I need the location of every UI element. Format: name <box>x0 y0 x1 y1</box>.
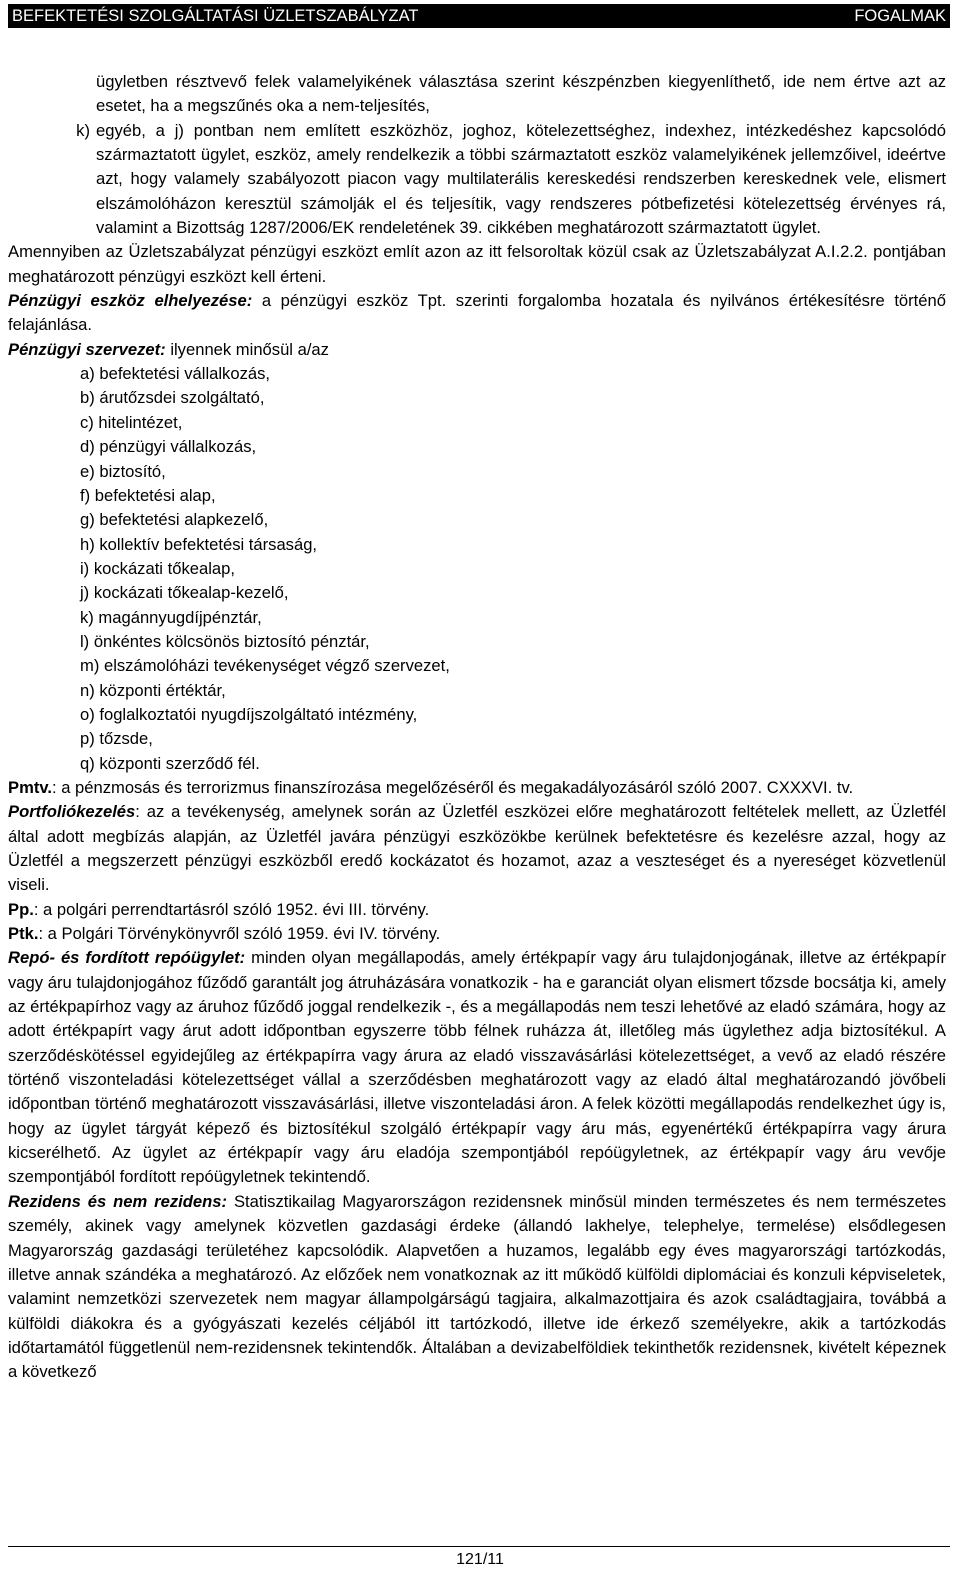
definition-text: ilyennek minősül a/az <box>165 339 329 359</box>
definition-pmtv <box>8 776 946 800</box>
definition-text: : a polgári perrendtartásról szóló 1952. évi III. törvény. <box>33 899 430 919</box>
term: Repó- és fordított repóügylet: <box>8 948 246 968</box>
document-title: BEFEKTETÉSI SZOLGÁLTATÁSI ÜZLETSZABÁLYZAT <box>12 7 419 25</box>
term: Pénzügyi szervezet: <box>8 339 166 359</box>
definition-rezidens <box>8 1190 946 1385</box>
term: Rezidens és nem rezidens: <box>8 1191 228 1211</box>
list-item: a) befektetési vállalkozás, <box>80 364 271 384</box>
continued-paragraph: ügyletben résztvevő felek valamelyikének választása szerint készpénzben kiegyenlíthető, ide nem értve azt az esetet, ha a megszűnés oka a nem-teljesítés, <box>96 72 946 116</box>
definition-text: : a Polgári Törvénykönyvről szóló 1959. évi IV. törvény. <box>38 924 441 944</box>
term: Portfoliókezelés <box>8 802 136 822</box>
list-item: l) önkéntes kölcsönös biztosító pénztár, <box>80 631 370 651</box>
list-item: e) biztosító, <box>80 461 166 481</box>
list-item: c) hitelintézet, <box>80 412 183 432</box>
term: Ptk. <box>8 924 39 944</box>
item-label: k) <box>76 120 90 140</box>
list-item: m) elszámolóházi tevékenységet végző szervezet, <box>80 656 450 676</box>
footer-divider <box>8 1546 950 1547</box>
list-item: g) befektetési alapkezelő, <box>80 510 269 530</box>
definition-text: : a pénzmosás és terrorizmus finanszírozása megelőzéséről és megakadályozásáról szóló 2007. CXXXVI. tv. <box>51 777 854 797</box>
term: Pénzügyi eszköz elhelyezése: <box>8 291 253 311</box>
item-text: egyéb, a j) pontban nem említett eszközhöz, joghoz, kötelezettséghez, indexhez, intézkedéshez kapcsolódó származtatott ügylet, eszköz, amely rendelkezik a többi származtatott eszköz valamelyikének jellemzőivel, ideértve azt, hogy valamely szabályozott piacon vagy multilaterális kereskedési rendszerben kereskednek vele, elismert elszámolóházon keresztül számolják el és teljesítik, vagy rendszeres pótbefizetési kötelezettség érvényes rá, valamint a Bizottság 1287/2006/EK rendeletének 39. cikkében meghatározott származtatott ügylet. <box>96 120 946 238</box>
definition-text: Statisztikailag Magyarországon rezidensnek minősül minden természetes és nem természetes személy, akinek vagy amelynek közvetlen gazdasági érdeke (állandó lakhelye, telephelye, termelése) elsődlegesen Magyarország gazdasági területéhez kapcsolódik. Alapvetően a huzamos, legalább egy éves magyarországi tartózkodás, illetve annak szándéka a meghatározó. Az előzőek nem vonatkoznak az itt működő külföldi diplomáciai és konzuli képviseletek, valamint nemzetközi szervezetek nem magyar állampolgárságú tagjaira, alkalmazottjaira és azok családtagjaira, továbbá a külföldi diákokra és a gyógyászati kezelés céljából itt tartózkodó, illetve ide érkező személyekre, akik a tartózkodás időtartamától függetlenül nem-rezidensnek tekintendők. Általában a devizabelföldiek tekinthetők rezidensnek, kivételt képeznek a következő <box>8 1191 947 1382</box>
definition-text: : az a tevékenység, amelynek során az Üzletfél eszközei előre meghatározott feltételek mellett, az Üzletfél által adott megbízás alapján, az Üzletfél javára pénzügyi eszközökbe kerülnek befektetésre és kezelésre azzal, hogy az Üzletfél a megszerzett pénzügyi eszközből eredő kockázatot és hozamot, azaz a veszteséget és a nyereséget közvetlenül viseli. <box>8 802 946 895</box>
definition-portfolio <box>8 800 946 897</box>
term: Pmtv. <box>8 777 52 797</box>
list-item: b) árutőzsdei szolgáltató, <box>80 388 265 408</box>
szervezet-list <box>8 362 946 776</box>
definition-text: a pénzügyi eszköz Tpt. szerinti forgalomba hozatala és nyilvános értékesítésre történő felajánlása. <box>8 291 946 335</box>
section-title: FOGALMAK <box>854 7 946 25</box>
page-number: 121/11 <box>456 1551 504 1568</box>
definition-szervezet <box>8 338 946 362</box>
definition-elhelyezes <box>8 289 946 338</box>
document-body <box>8 70 946 1385</box>
term: Pp. <box>8 899 34 919</box>
list-item: i) kockázati tőkealap, <box>80 558 235 578</box>
list-item: n) központi értéktár, <box>80 680 226 700</box>
list-item: j) kockázati tőkealap-kezelő, <box>80 583 289 603</box>
definition-text: minden olyan megállapodás, amely értékpapír vagy áru tulajdonjogának, illetve az értékpapír vagy áru tulajdonjogához fűződő garantált jog átruházására vonatkozik - ha e garanciát olyan elismert tőzsde bocsátja ki, amely az értékpapírhoz vagy az áruhoz fűződő joggal rendelkezik -, és a megállapodás nem teszi lehetővé az eladó számára, hogy az adott értékpapírt vagy árut adott időpontban egyszerre több félnek ruházza át, illetőleg más ügylethez adja biztosítékul. A szerződéskötéssel egyidejűleg az értékpapírra vagy árura az eladó visszavásárlási kötelezettséget, a vevő az eladó részére történő viszonteladási kötelezettséget vállal a szerződésben meghatározott vagy az eladó által meghatározandó jövőbeli időpontban történő meghatározott visszavásárlási, illetve viszonteladási áron. A felek közötti megállapodás rendelkezhet úgy is, hogy az ügylet tárgyát képező és biztosítékul szolgáló értékpapír vagy áru más, egyenértékű értékpapírra vagy árura kicserélhető. Az ügylet az értékpapír vagy áru eladója szempontjából repóügyletnek, az értékpapír vagy áru vevője szempontjából fordított repóügyletnek tekintendő. <box>8 948 947 1187</box>
amennyiben-paragraph: Amennyiben az Üzletszabályzat pénzügyi eszközt említ azon az itt felsoroltak közül csak az Üzletszabályzat A.I.2.2. pontjában meghatározott pénzügyi eszközt kell érteni. <box>8 242 946 286</box>
definition-repo <box>8 946 946 1189</box>
list-item: d) pénzügyi vállalkozás, <box>80 437 257 457</box>
definition-pp <box>8 898 946 922</box>
list-item-k <box>8 119 946 241</box>
list-item: o) foglalkoztatói nyugdíjszolgáltató intézmény, <box>80 704 418 724</box>
list-item: p) tőzsde, <box>80 729 153 749</box>
list-item: h) kollektív befektetési társaság, <box>80 534 318 554</box>
definition-ptk <box>8 922 946 946</box>
page-header <box>8 4 950 28</box>
list-item: k) magánnyugdíjpénztár, <box>80 607 262 627</box>
list-item: q) központi szerződő fél. <box>80 753 260 773</box>
list-item: f) befektetési alap, <box>80 485 216 505</box>
